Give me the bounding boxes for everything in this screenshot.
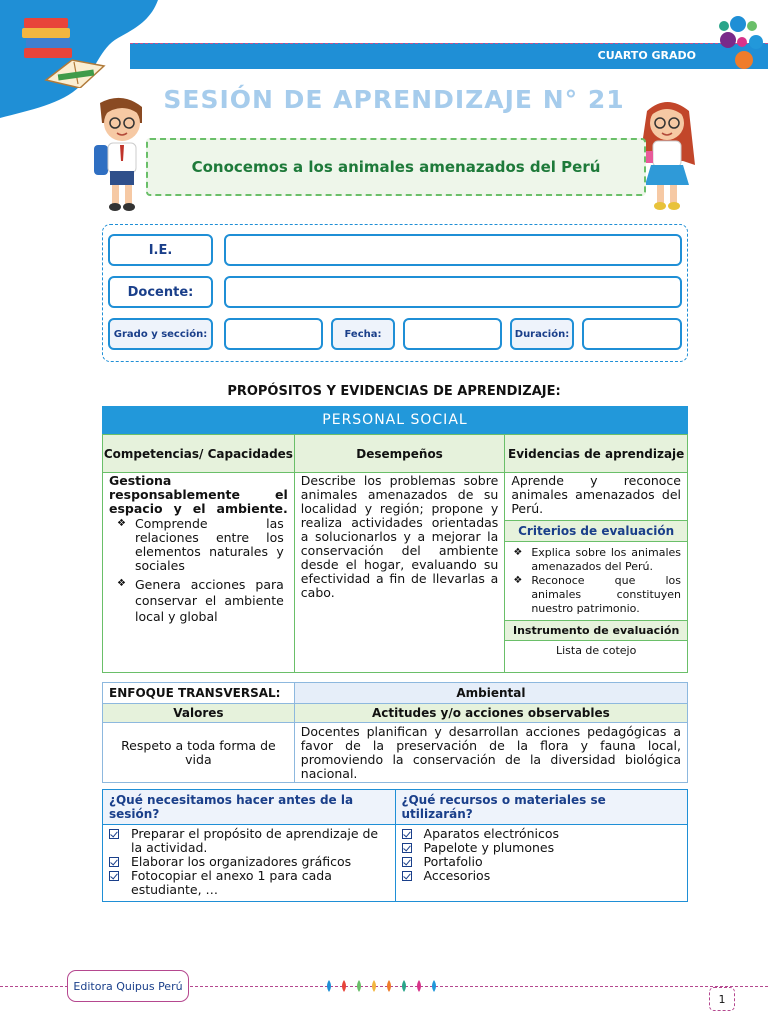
grade-label: CUARTO GRADO xyxy=(597,49,696,62)
recurso-item: Aparatos electrónicos xyxy=(402,827,683,841)
capacidad-item: ❖ Genera acciones para conservar el ambiente local y global xyxy=(117,577,284,624)
ie-label: I.E. xyxy=(108,234,213,266)
recurso-item: Accesorios xyxy=(402,869,683,883)
instrumento-label: Instrumento de evaluación xyxy=(505,620,687,641)
preparacion-table xyxy=(102,789,688,902)
instrumento-value: Lista de cotejo xyxy=(555,644,637,657)
publisher-badge: Editora Quipus Perú xyxy=(67,970,189,1002)
capacidad-item: ❖ Comprende las relaciones entre los elementos naturales y sociales xyxy=(117,516,284,573)
checkbox-icon xyxy=(402,871,412,881)
antes-item: Fotocopiar el anexo 1 para cada estudiante, … xyxy=(109,869,391,897)
color-dots-decoration xyxy=(712,14,768,70)
fecha-label: Fecha: xyxy=(331,318,395,350)
recurso-item: Papelote y plumones xyxy=(402,841,683,855)
diamond-bullet-icon: ❖ xyxy=(513,575,523,586)
valor-cell: Respeto a toda forma de vida xyxy=(103,723,295,783)
col-header-competencias: Competencias/ Capacidades xyxy=(103,435,295,473)
antes-item: Preparar el propósito de aprendizaje de la actividad. xyxy=(109,827,391,855)
diamond-bullet-icon: ❖ xyxy=(117,518,126,529)
recursos-label: ¿Qué recursos o materiales se utilizarán? xyxy=(395,790,687,825)
checkbox-icon xyxy=(402,857,412,867)
antes-label: ¿Qué necesitamos hacer antes de la sesión? xyxy=(103,790,396,825)
antes-cell xyxy=(103,825,396,902)
duracion-label: Duración: xyxy=(510,318,574,350)
session-topic: Conocemos a los animales amenazados del Perú xyxy=(146,138,646,196)
checkbox-icon xyxy=(109,871,119,881)
page-title: SESIÓN DE APRENDIZAJE N° 21 xyxy=(163,85,625,114)
ie-field[interactable] xyxy=(224,234,682,266)
grado-field[interactable] xyxy=(224,318,323,350)
col-header-desempenos: Desempeños xyxy=(294,435,505,473)
competencias-table xyxy=(102,434,688,673)
boy-student-illustration xyxy=(90,95,152,213)
docente-label: Docente: xyxy=(108,276,213,308)
section-heading: PROPÓSITOS Y EVIDENCIAS DE APRENDIZAJE: xyxy=(227,384,561,399)
checkbox-icon xyxy=(109,829,119,839)
criterios-label: Criterios de evaluación xyxy=(505,520,687,542)
duracion-field[interactable] xyxy=(582,318,682,350)
checkbox-icon xyxy=(402,843,412,853)
header-dashed-line xyxy=(130,43,768,44)
color-drops-decoration xyxy=(324,978,444,994)
valores-label: Valores xyxy=(103,704,295,723)
enfoque-label: ENFOQUE TRANSVERSAL: xyxy=(103,683,295,704)
checkbox-icon xyxy=(109,857,119,867)
books-icon xyxy=(18,10,108,88)
recursos-cell xyxy=(395,825,687,902)
docente-field[interactable] xyxy=(224,276,682,308)
recurso-item: Portafolio xyxy=(402,855,683,869)
diamond-bullet-icon: ❖ xyxy=(117,578,126,589)
criterio-item: ❖ Explica sobre los animales amenazados del Perú. xyxy=(513,546,681,573)
criterio-item: ❖ Reconoce que los animales constituyen nuestro patrimonio. xyxy=(513,574,681,615)
accion-cell: Docentes planifican y desarrollan acciones pedagógicas a favor de la preservación de la flora y fauna local, promoviendo la conservación de la diversidad biológica nacional. xyxy=(294,723,687,783)
desempeno-cell: Describe los problemas sobre animales amenazados de su localidad y región; propone y realiza actividades orientadas a solucionarlos y a mejorar la conservación del ambiente desde el hogar, evaluando su efectividad a fin de llevarlas a cabo. xyxy=(294,473,505,673)
evidencia-text: Aprende y reconoce animales amenazados del Perú. xyxy=(511,473,681,516)
diamond-bullet-icon: ❖ xyxy=(513,547,523,558)
competencias-cell xyxy=(103,473,295,673)
col-header-evidencias: Evidencias de aprendizaje xyxy=(505,435,688,473)
area-header: PERSONAL SOCIAL xyxy=(102,406,688,434)
antes-item: Elaborar los organizadores gráficos xyxy=(109,855,391,869)
enfoque-value: Ambiental xyxy=(294,683,687,704)
evidencias-cell xyxy=(505,473,688,673)
competencia-name: Gestiona responsablemente el espacio y el ambiente. xyxy=(109,473,288,516)
page-number: 1 xyxy=(709,987,735,1011)
acciones-label: Actitudes y/o acciones observables xyxy=(294,704,687,723)
fecha-field[interactable] xyxy=(403,318,502,350)
grado-label: Grado y sección: xyxy=(108,318,213,350)
enfoque-table xyxy=(102,682,688,783)
checkbox-icon xyxy=(402,829,412,839)
